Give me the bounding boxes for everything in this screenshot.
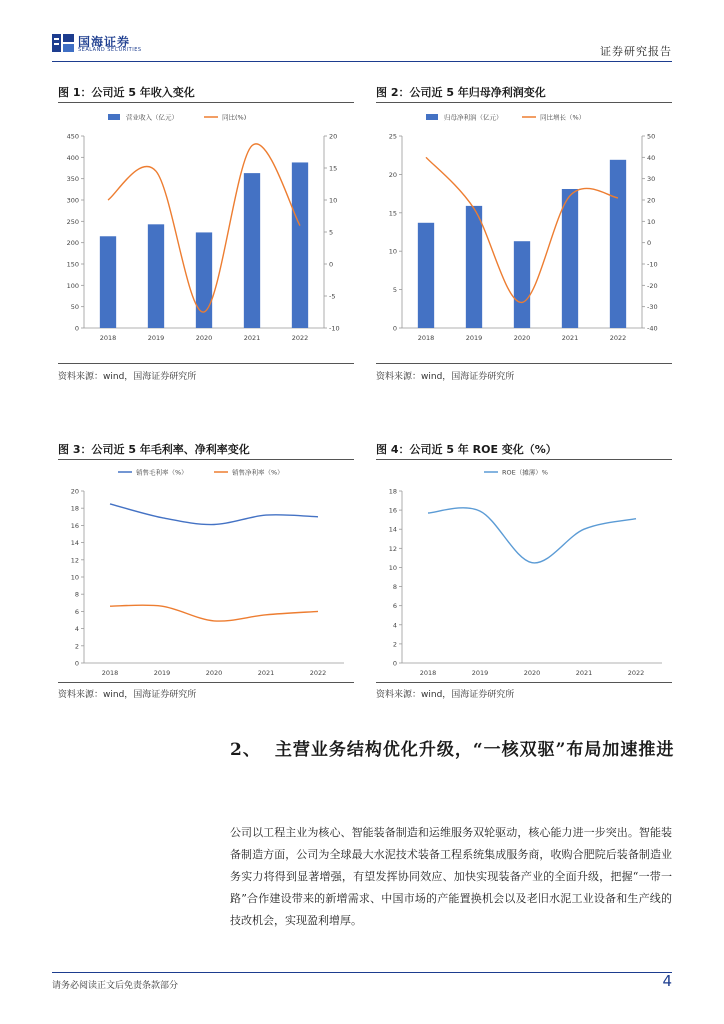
y-tick-label-right: -30 <box>647 303 658 312</box>
y-tick-label-right: 10 <box>647 217 656 226</box>
y-tick-label-left: 200 <box>66 239 79 248</box>
section-title: 主营业务结构优化升级，“一核双驱”布局加速推进 <box>274 740 675 760</box>
y-tick-label-left: 14 <box>388 525 397 534</box>
figure-3-rule <box>58 459 354 460</box>
figure-2-bottom-rule <box>376 363 672 364</box>
y-tick-label-left: 15 <box>388 209 397 218</box>
x-tick-label: 2022 <box>309 669 327 677</box>
x-tick-label: 2022 <box>609 334 627 342</box>
x-tick-label: 2022 <box>291 334 309 342</box>
section-body-paragraph: 公司以工程主业为核心、智能装备制造和运维服务双轮驱动，核心能力进一步突出。智能装备制造方面，公司为全球最大水泥技术装备工程系统集成服务商，收购合肥院后装备制造业务实力将得到显著增强，有望发挥协同效应、加快实现装备产业的全面升级，把握“一带一路”合作建设带来的新增需求、中国市场的产能置换机会以及老旧水泥工业设备和生产线的技改机会，实现盈利增厚。 <box>230 826 672 927</box>
x-tick-label: 2018 <box>419 669 437 677</box>
logo-text-en: SEALAND SECURITIES <box>78 47 142 53</box>
legend-swatch <box>426 114 438 120</box>
figure-4-source: 资料来源：wind，国海证券研究所 <box>376 690 515 700</box>
figure-2-rule <box>376 102 672 103</box>
legend-label: 归母净利润（亿元） <box>444 113 503 122</box>
y-tick-label-right: -10 <box>329 324 340 333</box>
figure-1-rule <box>58 102 354 103</box>
legend-label: 销售毛利率（%） <box>136 468 188 477</box>
bar <box>418 223 434 328</box>
y-tick-label-left: 8 <box>392 583 397 592</box>
y-tick-label-left: 8 <box>74 590 79 599</box>
y-tick-label-right: 30 <box>647 175 656 184</box>
y-tick-label-right: -5 <box>329 292 336 301</box>
x-tick-label: 2021 <box>561 334 579 342</box>
figure-2-title: 图 2：公司近 5 年归母净利润变化 <box>376 86 546 99</box>
y-tick-label-left: 250 <box>66 217 79 226</box>
y-tick-label-left: 400 <box>66 153 79 162</box>
logo-text-cn: 国海证券 <box>78 35 131 49</box>
figure-3 <box>58 441 354 706</box>
y-tick-label-left: 2 <box>74 642 79 651</box>
legend-label: 销售净利率（%） <box>232 468 284 477</box>
y-tick-label-left: 12 <box>70 556 79 565</box>
figure-3-source: 资料来源：wind，国海证券研究所 <box>58 690 197 700</box>
y-tick-label-left: 2 <box>392 640 397 649</box>
legend-label: 同比增长（%） <box>540 113 586 122</box>
y-tick-label-left: 300 <box>66 196 79 205</box>
bar <box>562 189 578 328</box>
y-tick-label-right: 40 <box>647 153 656 162</box>
y-tick-label-left: 12 <box>388 544 397 553</box>
x-tick-label: 2021 <box>257 669 275 677</box>
figure-4-chart <box>376 463 672 683</box>
figure-1-chart <box>58 108 354 348</box>
logo-mark-icon <box>52 32 74 54</box>
y-tick-label-right: 20 <box>647 196 656 205</box>
y-tick-label-left: 5 <box>392 286 397 295</box>
footer-disclaimer: 请务必阅读正文后免责条款部分 <box>52 981 179 991</box>
y-tick-label-right: 20 <box>329 132 338 141</box>
figure-4-bottom-rule <box>376 682 672 683</box>
figure-1-source: 资料来源：wind，国海证券研究所 <box>58 372 197 382</box>
y-tick-label-right: 0 <box>329 260 334 269</box>
bar <box>466 206 482 328</box>
figure-1-title: 图 1：公司近 5 年收入变化 <box>58 86 195 99</box>
y-tick-label-left: 10 <box>388 247 397 256</box>
figure-3-title: 图 3：公司近 5 年毛利率、净利率变化 <box>58 443 250 456</box>
y-tick-label-left: 18 <box>70 504 79 513</box>
x-tick-label: 2019 <box>153 669 171 677</box>
y-tick-label-left: 0 <box>74 659 79 668</box>
y-tick-label-right: 10 <box>329 196 338 205</box>
y-tick-label-left: 18 <box>388 487 397 496</box>
figure-2 <box>376 84 672 384</box>
x-tick-label: 2018 <box>417 334 435 342</box>
legend-label: 营业收入（亿元） <box>126 113 178 122</box>
y-tick-label-left: 150 <box>66 260 79 269</box>
y-tick-label-right: -40 <box>647 324 658 333</box>
y-tick-label-left: 20 <box>70 487 79 496</box>
bar <box>610 160 626 328</box>
section-heading <box>230 732 680 768</box>
figure-2-source: 资料来源：wind，国海证券研究所 <box>376 372 515 382</box>
document-type-label: 证券研究报告 <box>600 45 672 58</box>
x-tick-label: 2019 <box>471 669 489 677</box>
y-tick-label-left: 100 <box>66 281 79 290</box>
x-tick-label: 2018 <box>101 669 119 677</box>
figure-4-rule <box>376 459 672 460</box>
y-tick-label-left: 10 <box>70 573 79 582</box>
figure-1 <box>58 84 354 384</box>
x-tick-label: 2020 <box>205 669 223 677</box>
legend-swatch <box>108 114 120 120</box>
legend-label: 同比(%) <box>222 113 247 122</box>
series-line <box>110 504 318 525</box>
section-number: 2、 <box>230 740 261 760</box>
figure-4-title: 图 4：公司近 5 年 ROE 变化（%） <box>376 443 557 456</box>
y-tick-label-left: 0 <box>392 324 397 333</box>
bar <box>196 232 212 328</box>
y-tick-label-right: -20 <box>647 281 658 290</box>
y-tick-label-right: 50 <box>647 132 656 141</box>
header-divider <box>52 61 672 62</box>
company-logo <box>52 31 172 57</box>
y-tick-label-left: 50 <box>70 303 79 312</box>
x-tick-label: 2020 <box>523 669 541 677</box>
series-line <box>428 508 636 563</box>
y-tick-label-left: 25 <box>388 132 397 141</box>
y-tick-label-right: 0 <box>647 239 652 248</box>
x-tick-label: 2021 <box>243 334 261 342</box>
y-tick-label-left: 4 <box>74 625 79 634</box>
page-number: 4 <box>662 972 672 990</box>
x-tick-label: 2019 <box>465 334 483 342</box>
figure-1-bottom-rule <box>58 363 354 364</box>
x-tick-label: 2021 <box>575 669 593 677</box>
y-tick-label-left: 350 <box>66 175 79 184</box>
y-tick-label-left: 6 <box>392 602 397 611</box>
bar <box>244 173 260 328</box>
bar <box>100 236 116 328</box>
figure-4 <box>376 441 672 706</box>
y-tick-label-left: 0 <box>74 324 79 333</box>
y-tick-label-left: 14 <box>70 539 79 548</box>
y-tick-label-left: 10 <box>388 563 397 572</box>
y-tick-label-left: 4 <box>392 621 397 630</box>
bar <box>292 162 308 328</box>
x-tick-label: 2020 <box>195 334 213 342</box>
figure-3-bottom-rule <box>58 682 354 683</box>
legend-label: ROE（摊薄）% <box>502 468 548 477</box>
figure-2-chart <box>376 108 672 348</box>
y-tick-label-right: -10 <box>647 260 658 269</box>
y-tick-label-left: 6 <box>74 607 79 616</box>
x-tick-label: 2020 <box>513 334 531 342</box>
y-tick-label-left: 450 <box>66 132 79 141</box>
y-tick-label-left: 0 <box>392 659 397 668</box>
series-line <box>110 605 318 621</box>
y-tick-label-left: 16 <box>388 506 397 515</box>
y-tick-label-left: 16 <box>70 521 79 530</box>
x-tick-label: 2019 <box>147 334 165 342</box>
x-tick-label: 2022 <box>627 669 645 677</box>
y-tick-label-right: 15 <box>329 164 338 173</box>
footer-divider <box>52 972 672 973</box>
bar <box>148 224 164 328</box>
figure-3-chart <box>58 463 354 683</box>
y-tick-label-left: 20 <box>388 170 397 179</box>
bar <box>514 241 530 328</box>
y-tick-label-right: 5 <box>329 228 334 237</box>
x-tick-label: 2018 <box>99 334 117 342</box>
